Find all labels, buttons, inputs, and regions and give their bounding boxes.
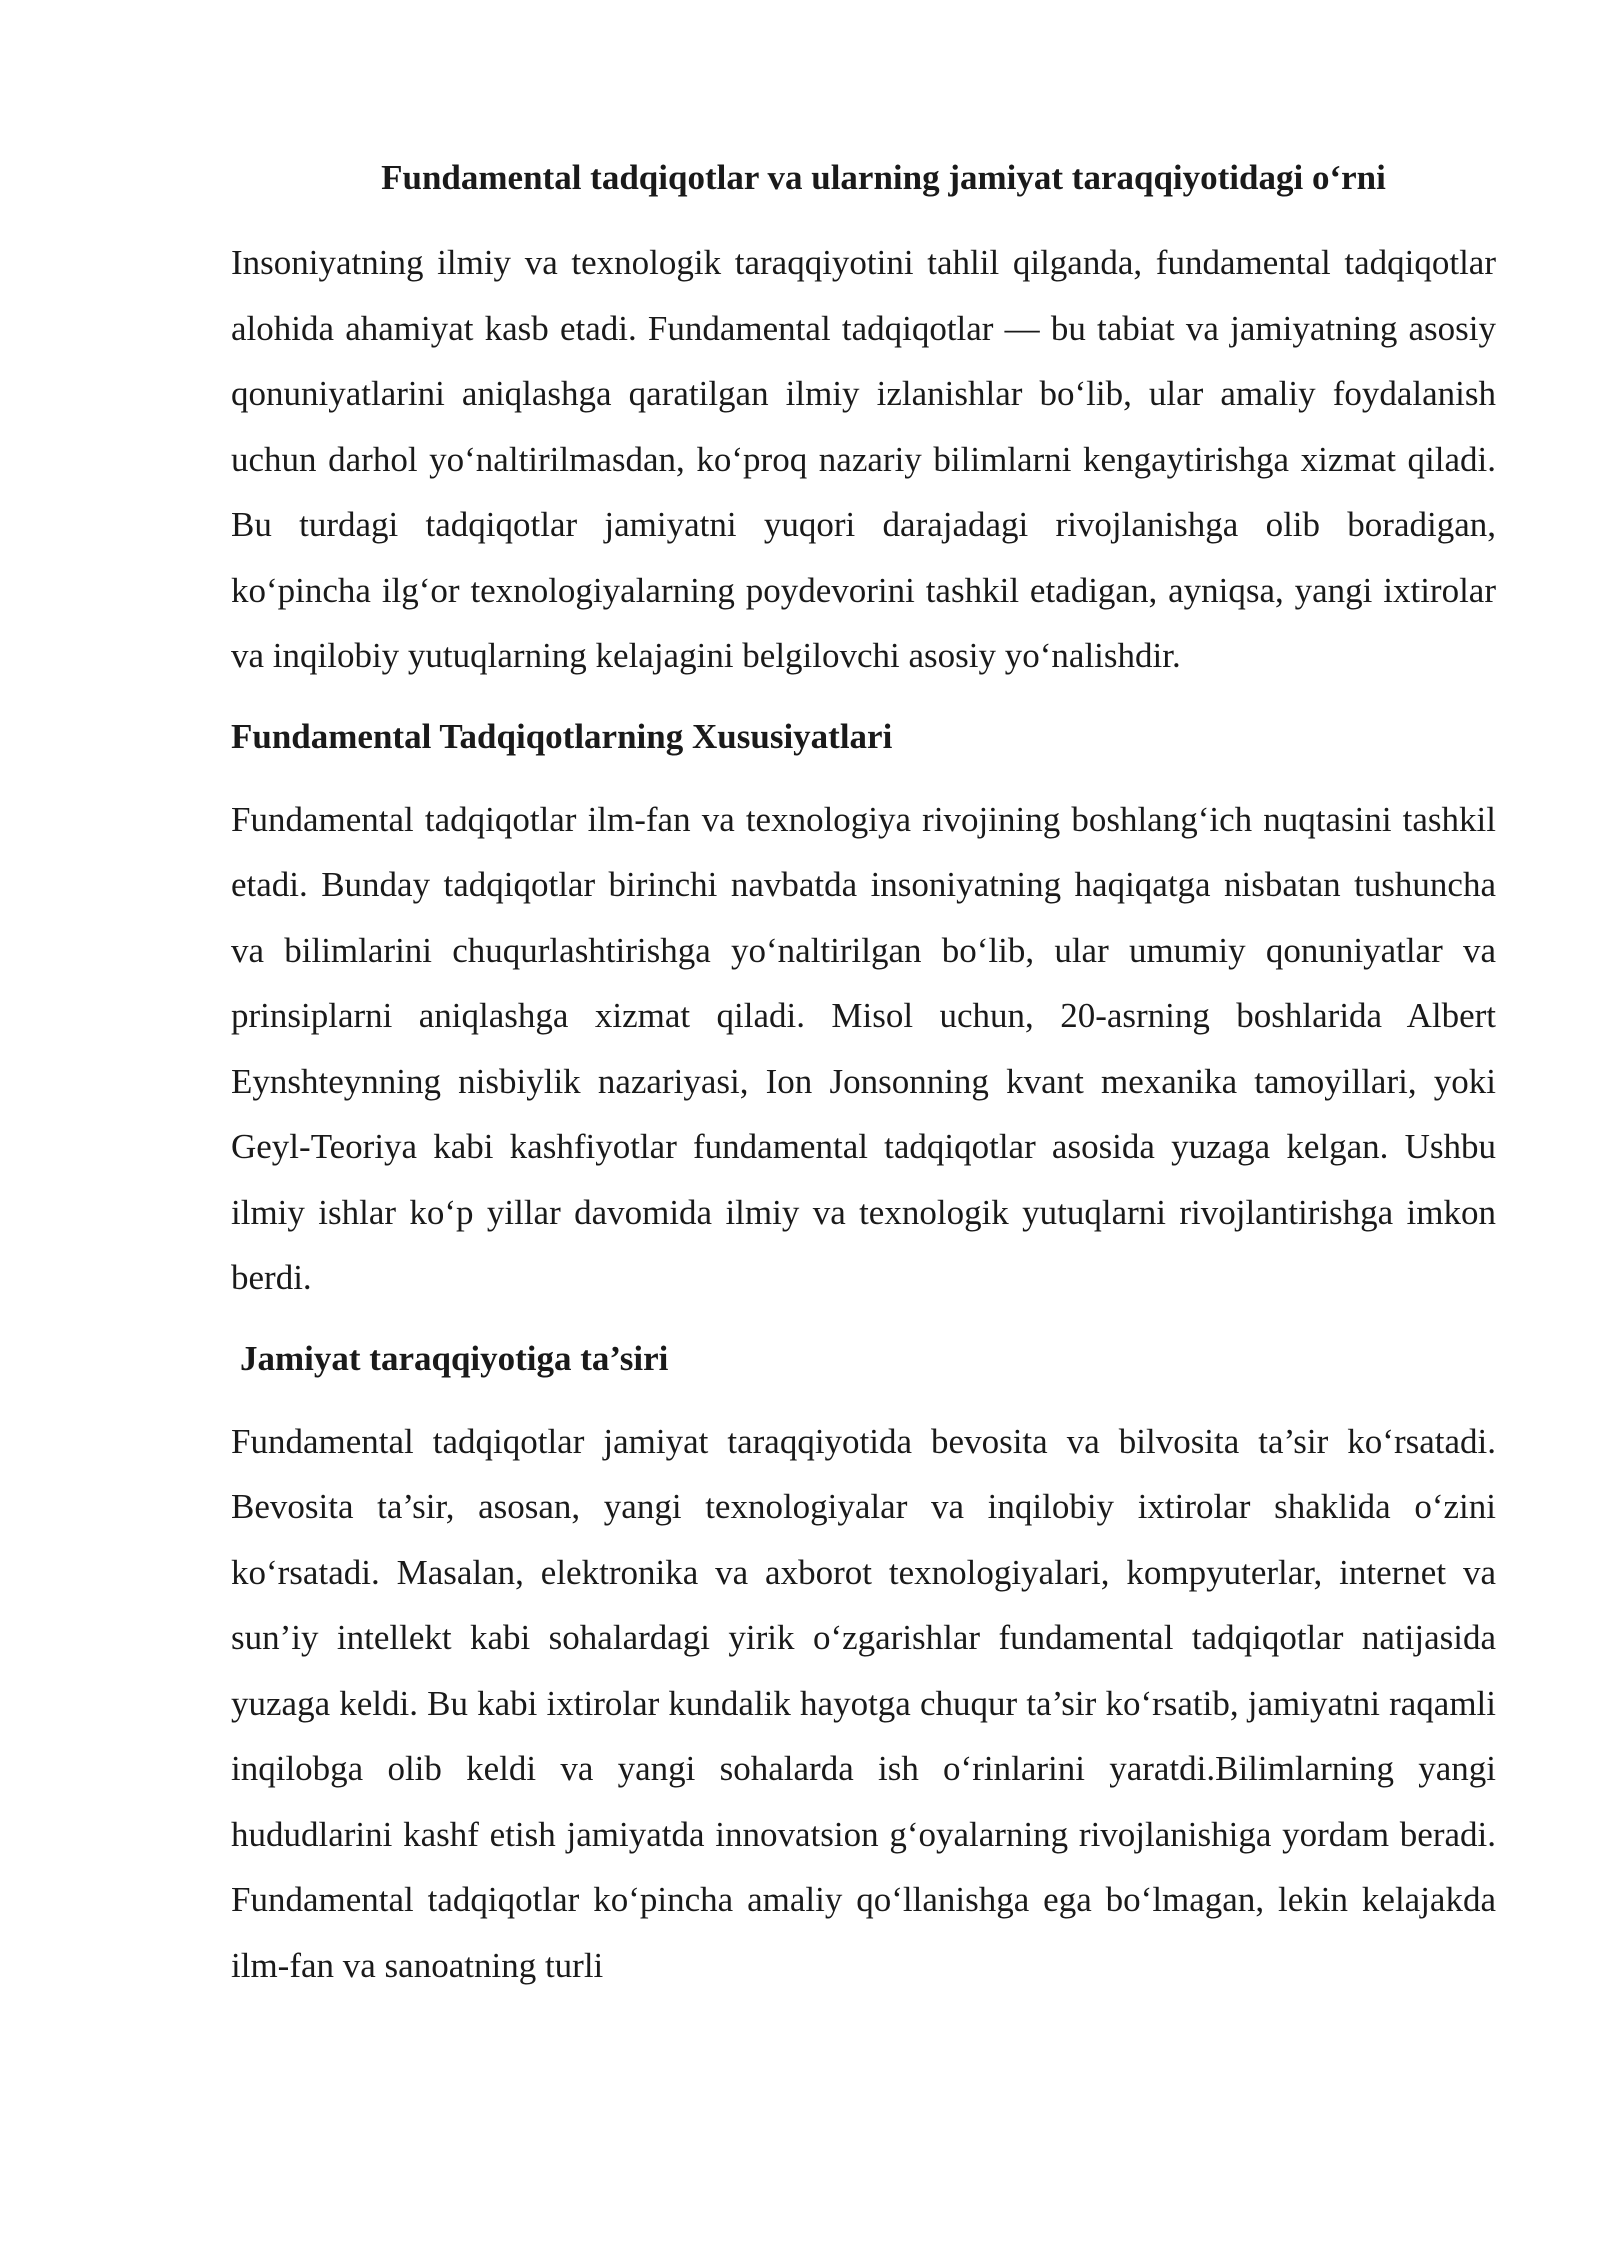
jamiyat-tasiri-paragraph: Fundamental tadqiqotlar jamiyat taraqqiyotida bevosita va bilvosita ta’sir ko‘rsatadi. Bevosita ta’sir, asosan, yangi texnologiyalar va inqilobiy ixtirolar shaklida o‘zini ko‘rsatadi. Masalan, elektronika va axborot texnologiyalari, kompyuterlar, internet va sun’iy intellekt kabi sohalardagi yirik o‘zgarishlar fundamental tadqiqotlar natijasida yuzaga keldi. Bu kabi ixtirolar kundalik hayotga chuqur ta’sir ko‘rsatib, jamiyatni raqamli inqilobga olib keldi va yangi sohalarda ish o‘rinlarini yaratdi.Bilimlarning yangi hududlarini kashf etish jamiyatda innovatsion g‘oyalarning rivojlanishiga yordam beradi. Fundamental tadqiqotlar ko‘pincha amaliy qo‘llanishga ega bo‘lmagan, lekin kelajakda ilm-fan va sanoatning turli — [231, 1421, 1496, 1985]
section-heading-xususiyatlari: Fundamental Tadqiqotlarning Xususiyatlari — [231, 716, 893, 756]
document-title: Fundamental tadqiqotlar va ularning jamiyat taraqqiyotidagi o‘rni — [381, 158, 1386, 197]
intro-paragraph: Insoniyatning ilmiy va texnologik taraqqiyotini tahlil qilganda, fundamental tadqiqotlar alohida ahamiyat kasb etadi. Fundamental tadqiqotlar — bu tabiat va jamiyatning asosiy qonuniyatlarini aniqlashga qaratilgan ilmiy izlanishlar bo‘lib, ular amaliy foydalanish uchun darhol yo‘naltirilmasdan, ko‘proq nazariy bilimlarni kengaytirishga xizmat qiladi. Bu turdagi tadqiqotlar jamiyatni yuqori darajadagi rivojlanishga olib boradigan, ko‘pincha ilg‘or texnologiyalarning poydevorini tashkil etadigan, ayniqsa, yangi ixtirolar va inqilobiy yutuqlarning kelajagini belgilovchi asosiy yo‘nalishdir. — [231, 243, 1496, 675]
section-heading-jamiyat-tasiri: Jamiyat taraqqiyotiga ta’siri — [240, 1338, 669, 1378]
xususiyatlari-paragraph: Fundamental tadqiqotlar ilm-fan va texnologiya rivojining boshlang‘ich nuqtasini tashkil etadi. Bunday tadqiqotlar birinchi navbatda insoniyatning haqiqatga nisbatan tushuncha va bilimlarini chuqurlashtirishga yo‘naltirilgan bo‘lib, ular umumiy qonuniyatlar va prinsiplarni aniqlashga xizmat qiladi. Misol uchun, 20-asrning boshlarida Albert Eynshteynning nisbiylik nazariyasi, Ion Jonsonning kvant mexanika tamoyillari, yoki Geyl-Teoriya kabi kashfiyotlar fundamental tadqiqotlar asosida yuzaga kelgan. Ushbu ilmiy ishlar ko‘p yillar davomida ilmiy va texnologik yutuqlarni rivojlantirishga imkon berdi. — [231, 799, 1496, 1297]
document-body — [231, 148, 1496, 2016]
